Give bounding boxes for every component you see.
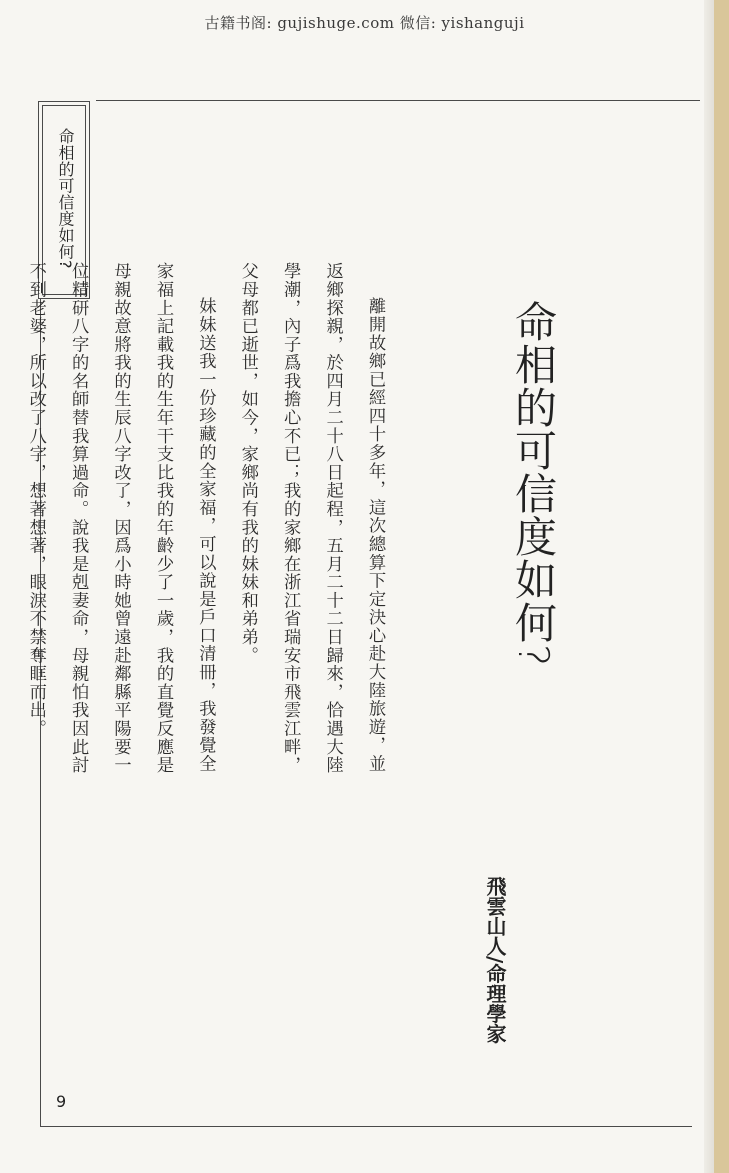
body-paragraph-2: 妹妹送我一份珍藏的全家福，可以說是戶口清冊，我發覺全家福上記載我的生年干支比我的年齡少了一歲，我的直覺反應是母親故意將我的生辰八字改了，因爲小時她曾遠赴鄰縣平陽要一位精研八字的名師替我算過命。說我是剋妻命，母親怕我因此討不到老婆，所以改了八字，想著想著，眼淚不禁奪眶而出。	[25, 262, 216, 775]
bottom-rule	[40, 1126, 692, 1127]
section-tab-label: 命相的可信度如何?	[56, 128, 75, 269]
top-rule	[96, 100, 700, 101]
book-edge-strip	[714, 0, 729, 1173]
article-author: 飛雲山人/命理學家	[483, 876, 507, 1044]
page-number: 9	[56, 1092, 67, 1111]
watermark-text: 古籍书阁: gujishuge.com 微信: yishanguji	[204, 14, 525, 32]
article-title: 命相的可信度如何?	[509, 300, 558, 668]
page-edge-shadow	[704, 0, 714, 1173]
body-paragraph-1: 離開故鄉已經四十多年，這次總算下定決心赴大陸旅遊，並返鄉探親，於四月二十八日起程，五月二十二日歸來，恰遇大陸學潮，內子爲我擔心不已；我的家鄉在浙江省瑞安市飛雲江畔，父母都已逝世，如今，家鄉尚有我的妹妹和弟弟。	[237, 262, 385, 775]
article-body	[25, 262, 396, 782]
